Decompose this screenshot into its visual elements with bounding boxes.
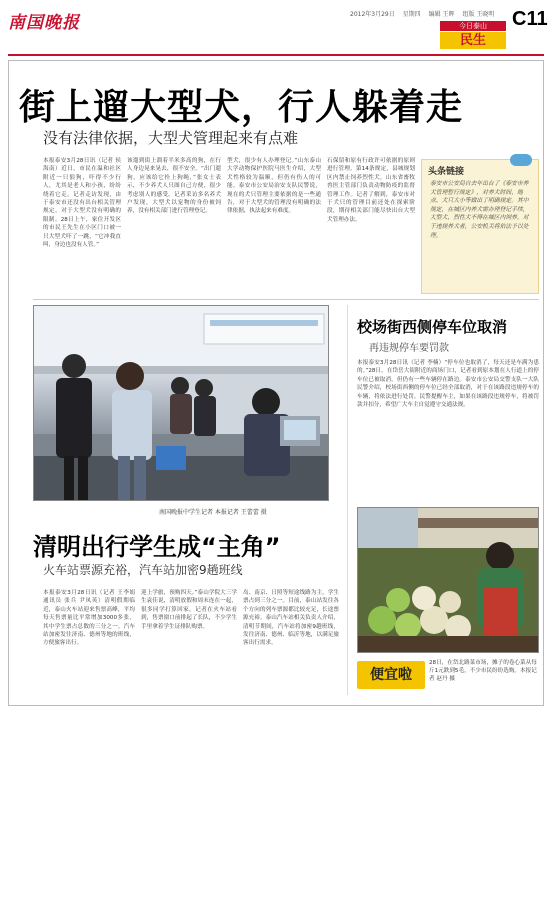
story1-subhead: 没有法律依据，大型犬管理起来有点难 bbox=[43, 129, 299, 147]
column-divider bbox=[347, 305, 348, 695]
newspaper-logo: 南国晚报 bbox=[8, 13, 80, 33]
page-number: C11 bbox=[512, 8, 548, 30]
station-photo-illustration bbox=[34, 306, 329, 501]
story1-headline: 街上遛大型犬，行人躲着走 bbox=[19, 87, 464, 128]
market-photo-illustration bbox=[358, 508, 539, 653]
story1-column-4: 石保留和原有行政许可依据的原则进行管理。第14条规定，县城规划区内禁止饲养烈性犬。山东省畜牧兽医主管部门负责动物防疫的监督管理工作。记者了解到，泰安市对于犬只的管理目前还处在探索阶段，期待相关部门能尽快出台大型犬管理办法。 bbox=[327, 158, 415, 223]
masthead bbox=[8, 4, 548, 50]
story2-subhead: 再违规停车要罚款 bbox=[369, 343, 449, 354]
story3-column-1: 本报泰安3月28日讯（记者 王李娟 通讯员 张兵 尹凤英）清明假期临近，泰山火车站迎来售票高峰，平均每天售票量比平常增加3000多张，其中学生票占总数的三分之一。汽车站加密发往济南、德州等地的班线，方便旅客出行。 bbox=[43, 590, 135, 647]
section-tag: 今日泰山 bbox=[440, 21, 506, 31]
sidebar-body: 泰安市公安局自去年出台了《泰安市养犬管理暂行规定》，对养犬时间、地点、犬只大小等做出了明确规定。其中规定，在城区内养犬需办理登记手续，大型犬、烈性犬不得在城区内饲养，对于违规养犬者，公安机关将依法予以处理。 bbox=[430, 181, 529, 239]
story3-column-2: 迎上学旅，预购四天。”泰山学院大三学生袁佳说，清明放假和周末连在一起，很多同学打算回家。记者在火车站看到，售票窗口前排起了长队，不少学生手里拿着学生证排队购票。 bbox=[141, 590, 237, 630]
market-photo-caption: 28日，在岱北路菜市场，摊子的卷心菜从每斤1元跌到5毛，不少市民纷纷选购。本报记者 赵丹 摄 bbox=[429, 660, 537, 682]
section-name: 民生 bbox=[440, 32, 506, 49]
masthead-rule bbox=[8, 54, 544, 56]
cheap-label-text: 便宜啦 bbox=[370, 667, 412, 683]
issue-editor: 编辑 王晖 bbox=[428, 11, 455, 18]
section-divider bbox=[33, 299, 539, 300]
issue-date: 2012年3月29日 bbox=[350, 11, 395, 18]
story3-headline: 清明出行学生成“主角” bbox=[33, 533, 281, 561]
story3-column-3: 岛、南京、日照等短途线路为主，学生票占到三分之一。目前，泰山站发往各个方向的列车票源都比较充足，长途票源充裕。泰山汽车站相关负责人介绍，清明节期间，汽车站将加密9趟班线，发往济南、德州、临沂等地，以满足旅客出行需求。 bbox=[243, 590, 339, 647]
story1-column-1: 本报泰安3月28日讯（记者 侯海南）近日，市民在温和社区附近一只狼狗，吓得不少行人，尤其是老人和小孩，纷纷绕着它走。记者走访发现，由于泰安市还没有出台相关管理规定，对于大型犬没有明确的限制。28日上午，家住开发区的市民王先生在小区门口被一只大型犬吓了一跳，“它冲我直叫，身边也没有人管。” bbox=[43, 158, 121, 249]
story1-column-2: 该遛到街上溜着半米多高的狗，在行人身边晃来晃去，很不安全。“出门遛狗，应该给它拴上狗绳，”张女士表示，不少养犬人只图自己方便，很少考虑别人的感受。记者采访多名养犬户发现，大型犬以宠物的身份被饲养，没有相关部门进行管理登记。 bbox=[127, 158, 221, 215]
station-photo-caption: 南国晚报中学生记者 本报记者 王蕾蕾 摄 bbox=[159, 509, 267, 516]
sidebar-box bbox=[421, 159, 539, 294]
story2-headline: 校场街西侧停车位取消 bbox=[357, 318, 508, 336]
station-photo bbox=[33, 305, 329, 501]
market-photo bbox=[357, 507, 539, 653]
sidebar-title: 头条链接 bbox=[428, 167, 465, 177]
page-content bbox=[8, 60, 544, 706]
story3-subhead: 火车站票源充裕，汽车站加密9趟班线 bbox=[43, 563, 243, 577]
story1-column-3: 型犬，很少有人办理登记。”山东泰山大学动物保护医院马医生介绍，大型犬性格较为温顺，但仍有伤人的可能。泰安市公安局治安支队民警说，现在的犬只管理主要依据的是一些通告，对于大型犬的管理没有明确的法律依据，执法起来有难度。 bbox=[227, 158, 321, 215]
story2-body: 本报泰安3月28日讯（记者 李楠）“停车位也取消了，每天还是车满为患的。”28日，在岱岳大街附近的商场门口，记者看到原本划在人行道上的停车位已被取消，但仍有一些车辆停在路边。泰安市公安局交警支队一大队民警介绍，校场街西侧的停车位已经全部取消，对于在该路段违规停车的车辆，将依法进行处罚。民警提醒车主，如果在该路段违规停车，将被罚款并扣分，希望广大车主自觉遵守交通法规。 bbox=[357, 360, 539, 409]
cheap-label bbox=[357, 661, 425, 689]
issue-meta bbox=[350, 9, 500, 18]
speech-bubble-icon bbox=[510, 154, 532, 166]
issue-designer: 组版 王晓明 bbox=[462, 11, 495, 18]
issue-weekday: 星期四 bbox=[402, 11, 421, 18]
